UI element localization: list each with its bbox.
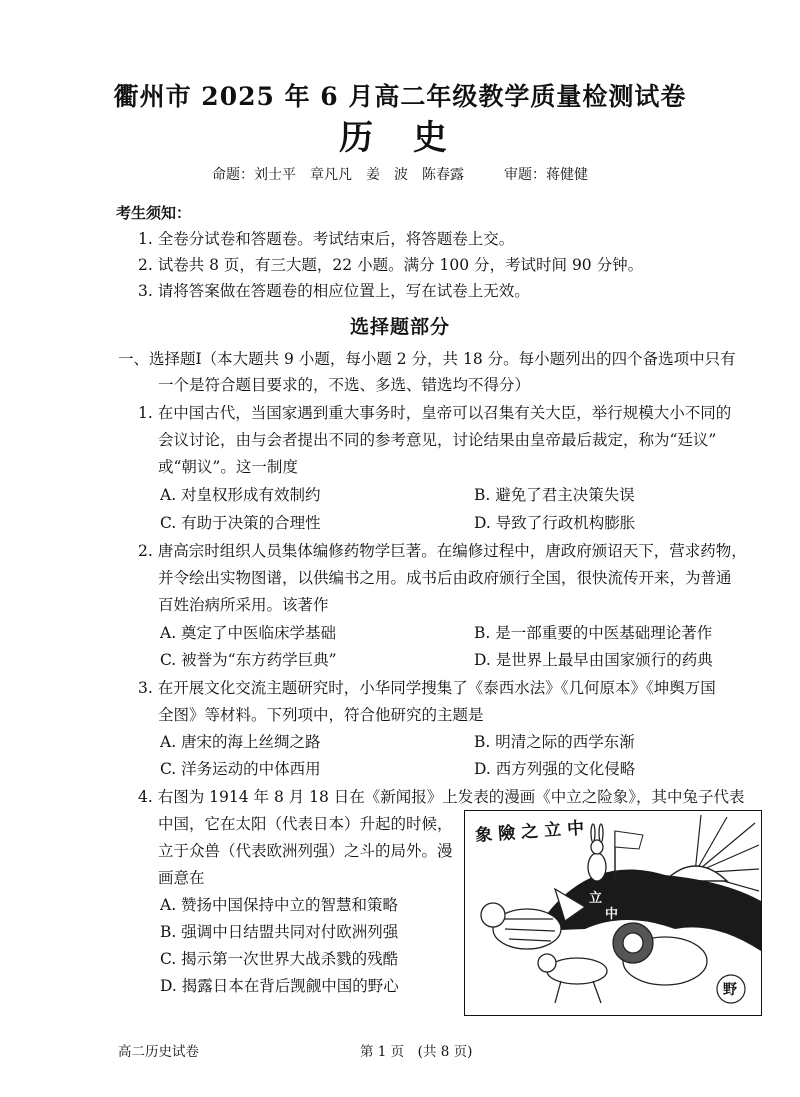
- question-1-option-d: D. 导致了行政机构膨胀: [474, 514, 636, 532]
- notice-item: 3. 请将答案做在答题卷的相应位置上，写在试卷上无效。: [138, 282, 530, 300]
- cartoon-center-label-1: 立: [589, 891, 603, 906]
- part-instructions: 一个是符合题目要求的，不选、多选、错选均不得分）: [158, 376, 531, 394]
- question-1-option-a: A. 对皇权形成有效制约: [160, 486, 321, 504]
- dog-figure: [538, 954, 607, 1003]
- section-title: 选择题部分: [349, 316, 450, 338]
- question-4-stem: 4. 右图为 1914 年 8 月 18 日在《新闻报》上发表的漫画《中立之险象》，其中兔子代表: [138, 788, 745, 806]
- question-1-stem: 或“朝议”。这一制度: [158, 458, 298, 476]
- question-3-option-c: C. 洋务运动的中体西用: [160, 760, 321, 778]
- cartoon-title: 象險之立中: [474, 818, 591, 846]
- footer-page-number: 第 1 页 (共 8 页): [360, 1044, 473, 1060]
- cartoon-illustration: [464, 810, 762, 1016]
- question-2-stem: 百姓治病所采用。该著作: [158, 596, 329, 614]
- question-4-option-c: C. 揭示第一次世界大战杀戮的残酷: [160, 950, 399, 968]
- cartoon-center-label-2: 中: [605, 907, 619, 922]
- notice-item: 1. 全卷分试卷和答题卷。考试结束后，将答题卷上交。: [138, 230, 515, 248]
- question-1-option-b: B. 避免了君主决策失误: [474, 486, 635, 504]
- question-1-stem: 会议讨论，由与会者提出不同的参考意见，讨论结果由皇帝最后裁定，称为“廷议”: [158, 431, 717, 449]
- question-1-stem: 1. 在中国古代，当国家遇到重大事务时，皇帝可以召集有关大臣，举行规模大小不同的: [138, 404, 732, 422]
- notice-item: 2. 试卷共 8 页，有三大题，22 小题。满分 100 分，考试时间 90 分钟。: [138, 256, 644, 274]
- exam-title: 衢州市 2025 年 6 月高二年级教学质量检测试卷: [113, 82, 687, 111]
- question-2-option-d: D. 是世界上最早由国家颁行的药典: [474, 651, 713, 669]
- question-3-option-b: B. 明清之际的西学东渐: [474, 733, 635, 751]
- author-line: [212, 164, 588, 184]
- cartoon-signature: 野: [723, 982, 737, 998]
- question-2-option-b: B. 是一部重要的中医基础理论著作: [474, 624, 713, 642]
- question-2-stem: 并令绘出实物图谱，以供编书之用。成书后由政府颁行全国，很快流传开来，为普通: [158, 569, 732, 587]
- question-4-option-a: A. 赞扬中国保持中立的智慧和策略: [160, 896, 399, 914]
- question-3-stem: 3. 在开展文化交流主题研究时，小华同学搜集了《泰西水法》《几何原本》《坤舆万国: [138, 679, 716, 697]
- question-4-option-d: D. 揭露日本在背后觊觎中国的野心: [160, 977, 399, 995]
- reviewer: 审题：蒋健健: [504, 167, 588, 183]
- flag: [615, 831, 643, 849]
- question-1-option-c: C. 有助于决策的合理性: [160, 514, 321, 532]
- rabbit-figure: [588, 824, 606, 881]
- question-2-option-a: A. 奠定了中医临床学基础: [160, 624, 337, 642]
- question-3-option-d: D. 西方列强的文化侵略: [474, 760, 636, 778]
- question-3-stem: 全图》等材料。下列项中，符合他研究的主题是: [158, 706, 484, 724]
- tiger-figure: [481, 903, 561, 949]
- lion-figure: [613, 923, 707, 985]
- part-instructions: 一、选择题Ⅰ（本大题共 9 小题，每小题 2 分，共 18 分。每小题列出的四个备选项中只有: [118, 350, 736, 368]
- subject-title: 历 史: [339, 118, 461, 158]
- authors: 命题：刘士平 章凡凡 姜 波 陈春露: [212, 167, 464, 183]
- question-2-stem: 2. 唐高宗时组织人员集体编修药物学巨著。在编修过程中，唐政府颁诏天下，营求药物，: [138, 542, 747, 560]
- question-3-option-a: A. 唐宋的海上丝绸之路: [160, 733, 321, 751]
- question-4-stem: 中国，它在太阳（代表日本）升起的时候，: [158, 815, 453, 833]
- question-2-option-c: C. 被誉为“东方药学巨典”: [160, 651, 337, 669]
- question-4-option-b: B. 强调中日结盟共同对付欧洲列强: [160, 923, 399, 941]
- question-4-stem: 立于众兽（代表欧洲列强）之斗的局外。漫: [158, 842, 453, 860]
- footer-subject: 高二历史试卷: [118, 1044, 199, 1060]
- question-4-stem: 画意在: [158, 869, 205, 887]
- notice-heading: 考生须知：: [116, 204, 192, 222]
